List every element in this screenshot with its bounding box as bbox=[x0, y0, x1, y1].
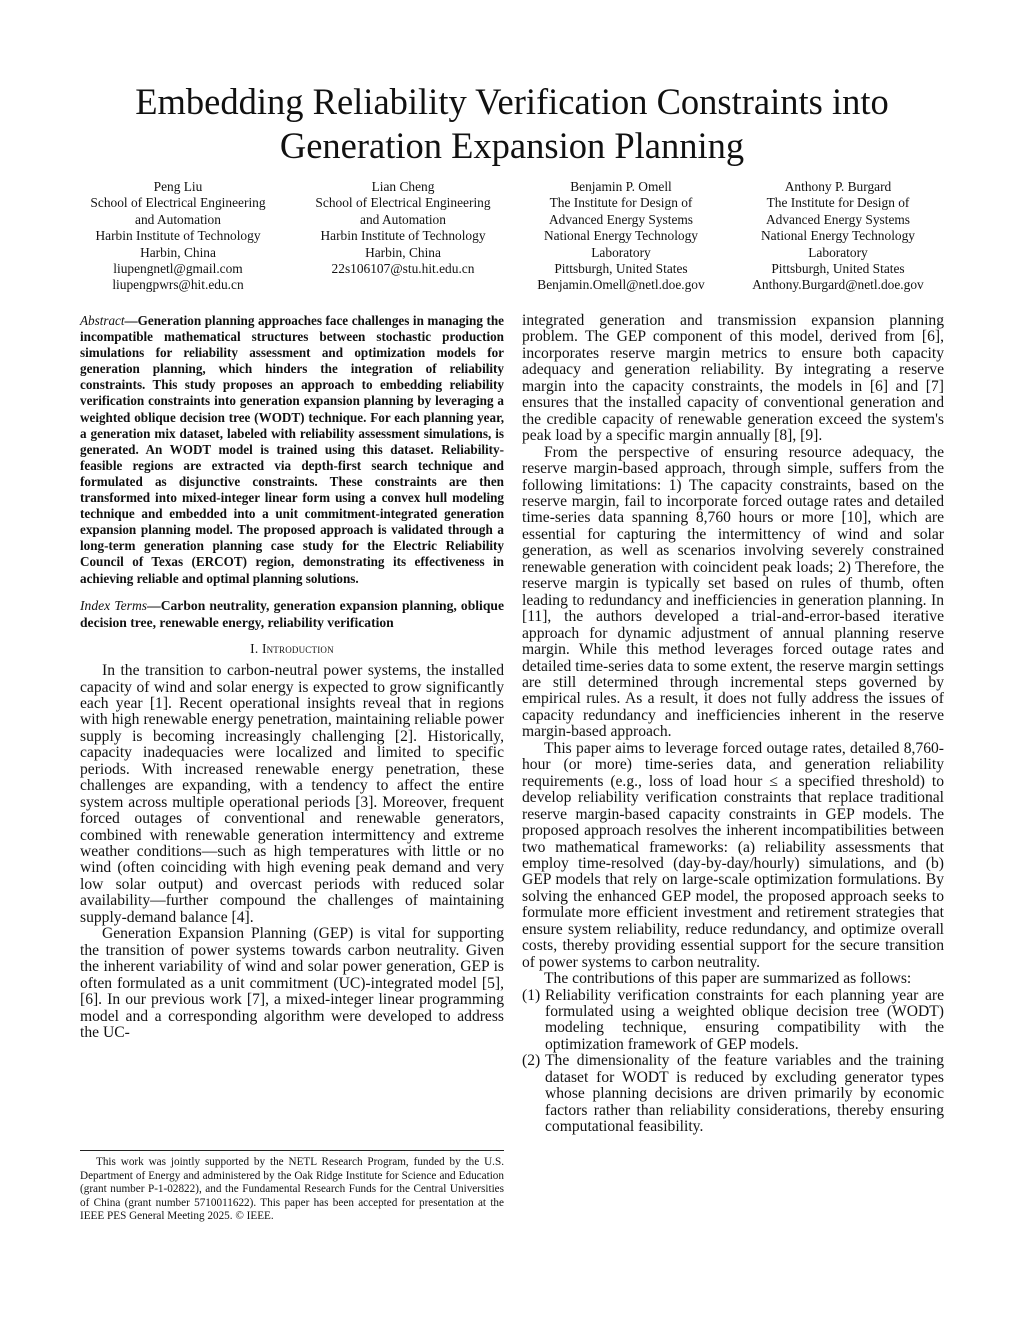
list-item-text: Reliability verification constraints for each planning year are formulated using a weighted oblique decision tree (WODT) modeling technique, ensuring compatibility with the optimization framework of GEP models. bbox=[545, 986, 944, 1053]
author-email: Anthony.Burgard@netl.doe.gov bbox=[752, 277, 924, 293]
paragraph: This paper aims to leverage forced outage rates, detailed 8,760-hour (or more) time-series data, and generation reliability requirements (e.g., loss of load hour ≤ a specified threshold) to develop reliability verification constraints that replace traditional reserve margin-based capacity constraints in GEP models. The proposed approach resolves the inherent incompatibilities between two mathematical frameworks: (a) reliability assessments that employ time-resolved (day-by-day/hourly) simulations, and (b) GEP models that rely on large-scale optimization formulations. By solving the enhanced GEP model, the proposed approach seeks to formulate more efficient investment and retirement strategies that ensure system reliability, reduce redundancy, and optimize overall costs, thereby providing essential support for the secure transition of power systems to carbon neutrality. bbox=[522, 739, 944, 971]
author-3 bbox=[521, 179, 721, 294]
author-affiliation-line: The Institute for Design of bbox=[549, 195, 693, 211]
abstract-label: Abstract bbox=[80, 313, 125, 328]
author-affiliation-line: Harbin Institute of Technology bbox=[95, 228, 261, 244]
author-affiliation-line: National Energy Technology bbox=[760, 228, 915, 244]
author-affiliation-line: Advanced Energy Systems bbox=[548, 211, 694, 227]
author-affiliation-line: Pittsburgh, United States bbox=[771, 261, 905, 277]
left-column bbox=[80, 313, 504, 1041]
index-terms bbox=[80, 597, 504, 631]
list-item-number: (2) bbox=[522, 1052, 541, 1070]
paragraph: Generation Expansion Planning (GEP) is vital for supporting the transition of power systems towards carbon neutrality. Given the inherent variability of wind and solar power generation, GEP is often formulated as a unit commitment (UC)-integrated model [5], [6]. In our previous work [7], a mixed-integer linear programming model and a corresponding algorithm were developed to address the UC- bbox=[80, 925, 504, 1042]
author-affiliation-line: School of Electrical Engineering bbox=[315, 195, 491, 211]
author-1 bbox=[78, 179, 278, 294]
abstract bbox=[80, 313, 504, 587]
title-line-2: Generation Expansion Planning bbox=[279, 125, 745, 166]
author-email: liupengnetl@gmail.com bbox=[113, 261, 243, 277]
author-name: Benjamin P. Omell bbox=[570, 179, 672, 194]
author-email: 22s106107@stu.hit.edu.cn bbox=[331, 261, 475, 277]
author-email: liupengpwrs@hit.edu.cn bbox=[112, 277, 244, 293]
section-number: I. bbox=[250, 640, 259, 656]
author-2 bbox=[303, 179, 503, 277]
paragraph: The contributions of this paper are summarized as follows: bbox=[544, 970, 912, 988]
section-title: Introduction bbox=[261, 640, 334, 656]
author-affiliation-line: Laboratory bbox=[591, 244, 651, 260]
author-affiliation-line: School of Electrical Engineering bbox=[90, 195, 266, 211]
author-4 bbox=[738, 179, 938, 294]
author-affiliation-line: and Automation bbox=[360, 211, 446, 227]
right-column bbox=[522, 313, 944, 1136]
index-terms-text: —Carbon neutrality, generation expansion planning, oblique decision tree, renewable energy, reliability verification bbox=[80, 597, 504, 630]
author-name: Peng Liu bbox=[153, 179, 203, 194]
paper-title bbox=[40, 80, 984, 168]
author-affiliation-line: The Institute for Design of bbox=[766, 195, 910, 211]
author-email: Benjamin.Omell@netl.doe.gov bbox=[537, 277, 705, 293]
author-affiliation-line: Advanced Energy Systems bbox=[765, 211, 911, 227]
author-affiliation-line: Harbin Institute of Technology bbox=[320, 228, 486, 244]
author-affiliation-line: Harbin, China bbox=[140, 244, 216, 260]
abstract-text: —Generation planning approaches face challenges in managing the incompatible mathematical structures between stochastic production simulations for reliability assessment and optimization models for generation planning, which hinders the integration of reliability constraints. This study proposes an approach to embedding reliability verification constraints into generation expansion planning by leveraging a weighted oblique decision tree (WODT) technique. For each planning year, a generation mix dataset, labeled with reliability assessment simulations, is generated. An WODT model is trained using this dataset. Reliability-feasible regions are extracted via depth-first search technique and formulated as disjunctive constraints. These constraints are then transformed into mixed-integer linear form using a convex hull modeling technique and embedded into a unit commitment-integrated generation expansion planning model. The proposed approach is validated through a long-term generation planning case study for the Electric Reliability Council of Texas (ERCOT) region, demonstrating its effectiveness in achieving reliable and optimal planning solutions. bbox=[80, 313, 504, 586]
list-item-text: The dimensionality of the feature variables and the training dataset for WODT is reduced by excluding generator types whose planning decisions are driven primarily by economic factors rather than reliability considerations, thereby ensuring computational feasibility. bbox=[545, 1052, 944, 1136]
contributions-list bbox=[522, 988, 944, 1136]
list-item bbox=[522, 1053, 944, 1135]
footnote-divider bbox=[80, 1150, 504, 1151]
paragraph: From the perspective of ensuring resource adequacy, the reserve margin-based approach, through simple, suffers from the following limitations: 1) The capacity constraints, based on the reserve margin, fail to incorporate forced outage rates and detailed time-series data spanning 8,760 hours or more [10], which are essential for capturing the intermittency of wind and solar generation, as well as scenarios involving severely constrained renewable generation with coincident peak loads; 2) Therefore, the reserve margin is typically set based on rules of thumb, often leading to redundancy and inefficiencies in generation planning. In [11], the authors developed a trial-and-error-based iterative approach for dynamic adjustment of annual planning reserve margin. While this method leverages forced outage rates and detailed time-series data to some extent, the reserve margin settings are still determined through incremental steps governed by empirical rules. As a result, it does not fully address the issues of capacity redundancy and inefficiencies inherent in the reserve margin-based approach. bbox=[522, 443, 944, 741]
funding-footnote: This work was jointly supported by the NETL Research Program, funded by the U.S. Department of Energy and administered by the Oak Ridge Institute for Science and Education (grant number P-1-02822), and the Fundamental Research Funds for the Central Universities of China (grant number 5710011622). This paper has been accepted for presentation at the IEEE PES General Meeting 2025. © IEEE. bbox=[80, 1156, 504, 1222]
author-affiliation-line: National Energy Technology bbox=[543, 228, 698, 244]
list-item-number: (1) bbox=[522, 986, 541, 1004]
paragraph-continuation: integrated generation and transmission expansion planning problem. The GEP component of this model, derived from [6], incorporates reserve margin metrics to ensure both capacity adequacy and generation reliability. By integrating a reserve margin into the capacity constraints, the models in [6] and [7] ensures that the installed capacity of conventional generation and the credible capacity of renewable generation exceed the system's peak load by a specific margin annually [8], [9]. bbox=[522, 312, 944, 445]
list-item bbox=[522, 988, 944, 1054]
author-affiliation-line: Pittsburgh, United States bbox=[554, 261, 688, 277]
author-affiliation-line: Harbin, China bbox=[365, 244, 441, 260]
author-affiliation-line: and Automation bbox=[135, 211, 221, 227]
index-terms-label: Index Terms bbox=[80, 597, 148, 613]
section-heading-introduction bbox=[80, 641, 504, 657]
author-affiliation-line: Laboratory bbox=[808, 244, 868, 260]
author-name: Anthony P. Burgard bbox=[784, 179, 892, 194]
author-name: Lian Cheng bbox=[371, 179, 435, 194]
title-line-1: Embedding Reliability Verification Constraints into bbox=[135, 81, 889, 122]
paragraph: In the transition to carbon-neutral power systems, the installed capacity of wind and solar energy is expected to grow significantly each year [1]. Recent operational insights reveal that in regions with high renewable energy penetration, maintaining reliable power supply is becoming increasingly challenging [2]. Historically, capacity inadequacies were localized and limited to specific periods. With increased renewable energy penetration, these challenges are expanding, with a tendency to affect the entire system across multiple operational periods [3]. Moreover, frequent forced outages of conventional and renewable generators, combined with renewable generation intermittency and extreme weather conditions—such as high temperatures with little or no wind (often coinciding with high evening peak demand and very low solar output) and overcast periods with reduced solar availability—further compound the challenges of maintaining supply-demand balance [4]. bbox=[80, 662, 504, 926]
